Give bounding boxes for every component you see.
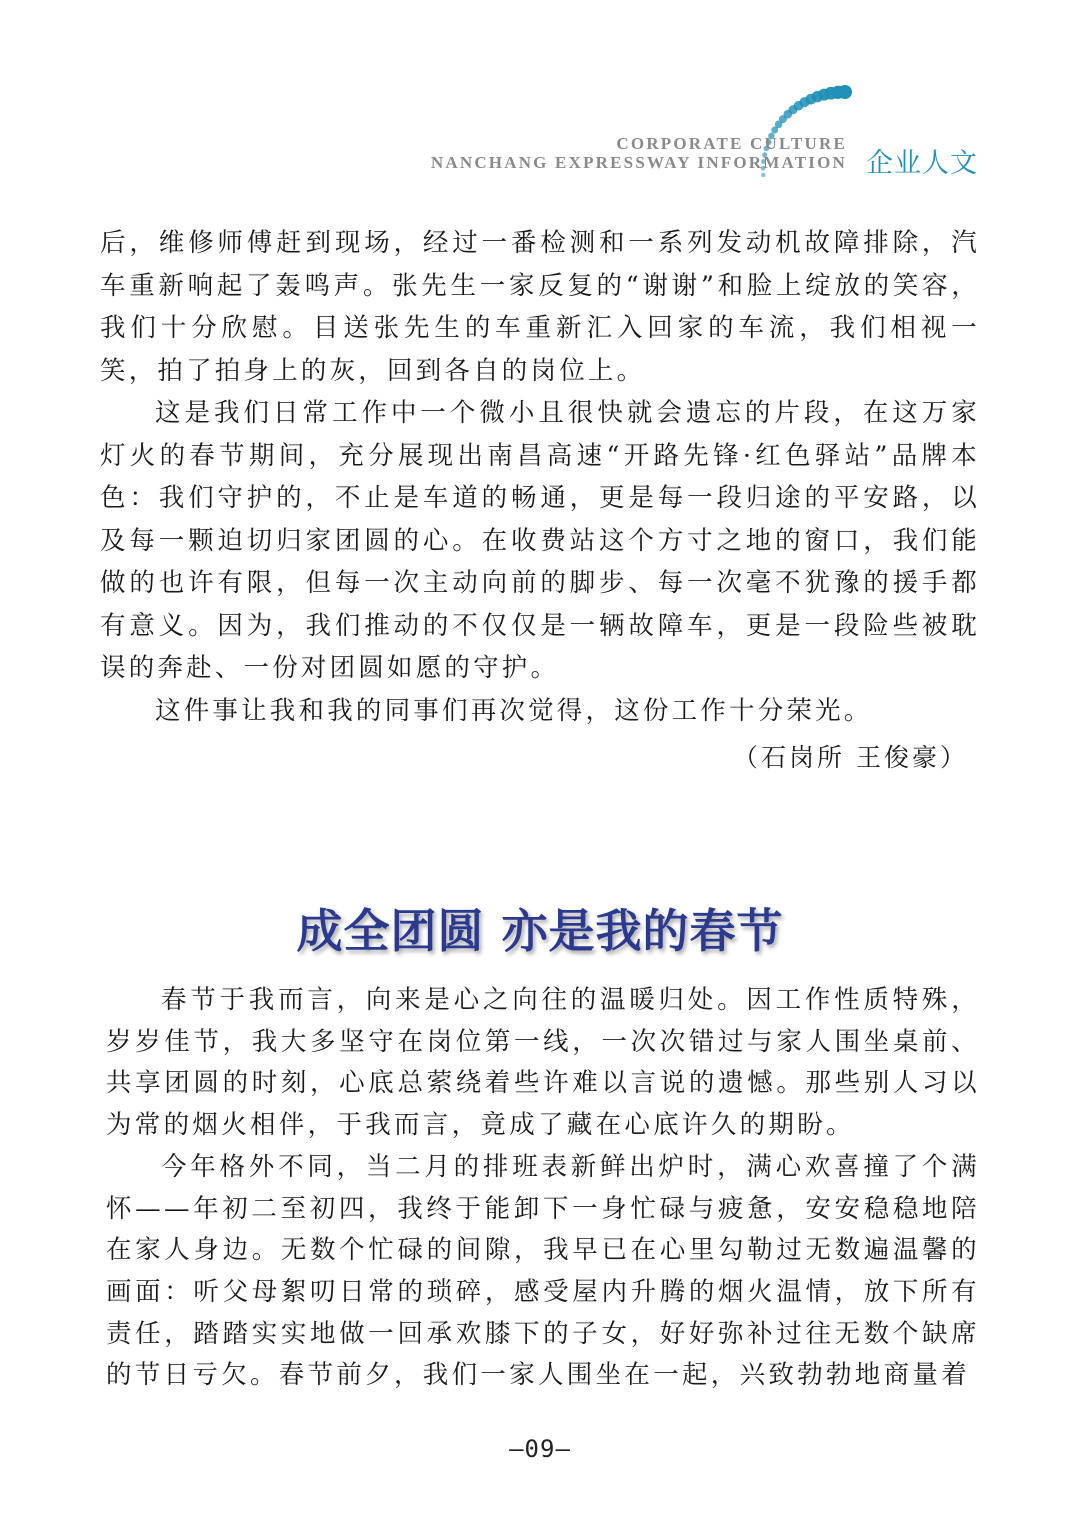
arc-dot bbox=[761, 173, 765, 177]
article1-paragraph-1: 后，维修师傅赶到现场，经过一番检测和一系列发动机故障排除，汽车重新响起了轰鸣声。张先生一家反复的“谢谢”和脸上绽放的笑容，我们十分欣慰。目送张先生的车重新汇入回家的车流，我们相视一笑，拍了拍身上的灰，回到各自的岗位上。 bbox=[100, 228, 980, 386]
article2-body bbox=[106, 980, 980, 1397]
article1-body bbox=[100, 222, 980, 732]
article1-paragraph-2: 这是我们日常工作中一个微小且很快就会遗忘的片段，在这万家灯火的春节期间，充分展现出南昌高速“开路先锋·红色驿站”品牌本色：我们守护的，不止是车道的畅通，更是每一段归途的平安路，以及每一颗迫切归家团圆的心。在收费站这个方寸之地的窗口，我们能做的也许有限，但每一次主动向前的脚步、每一次毫不犹豫的援手都有意义。因为，我们推动的不仅仅是一辆故障车，更是一段险些被耽误的奔赴、一份对团圆如愿的守护。 bbox=[100, 398, 980, 683]
article2-paragraph-1: 春节于我而言，向来是心之向往的温暖归处。因工作性质特殊，岁岁佳节，我大多坚守在岗位第一线，一次次错过与家人围坐桌前、共享团圆的时刻，心底总萦绕着些许难以言说的遗憾。那些别人习以为常的烟火相伴，于我而言，竟成了藏在心底许久的期盼。 bbox=[106, 985, 980, 1141]
header-english-line2: NANCHANG EXPRESSWAY INFORMATION bbox=[430, 153, 847, 172]
header-english-line1: CORPORATE CULTURE bbox=[616, 134, 847, 153]
page-header bbox=[0, 0, 1080, 200]
arc-dot bbox=[838, 85, 852, 99]
article2-paragraph-2: 今年格外不同，当二月的排班表新鲜出炉时，满心欢喜撞了个满怀——年初二至初四，我终于能卸下一身忙碌与疲惫，安安稳稳地陪在家人身边。无数个忙碌的间隙，我早已在心里勾勒过无数遍温馨的画面：听父母絮叨日常的琐碎，感受屋内升腾的烟火温情，放下所有责任，踏踏实实地做一回承欢膝下的子女，好好弥补过往无数个缺席的节日亏欠。春节前夕，我们一家人围坐在一起，兴致勃勃地商量着 bbox=[106, 1151, 980, 1391]
page-number: —09— bbox=[509, 1435, 571, 1463]
article1-signature: （石岗所 王俊豪） bbox=[733, 743, 968, 772]
section-title: 企业人文 bbox=[866, 148, 978, 179]
article2-title: 成全团圆 亦是我的春节 bbox=[296, 904, 784, 958]
article1-paragraph-3: 这件事让我和我的同事们再次觉得，这份工作十分荣光。 bbox=[155, 695, 873, 726]
